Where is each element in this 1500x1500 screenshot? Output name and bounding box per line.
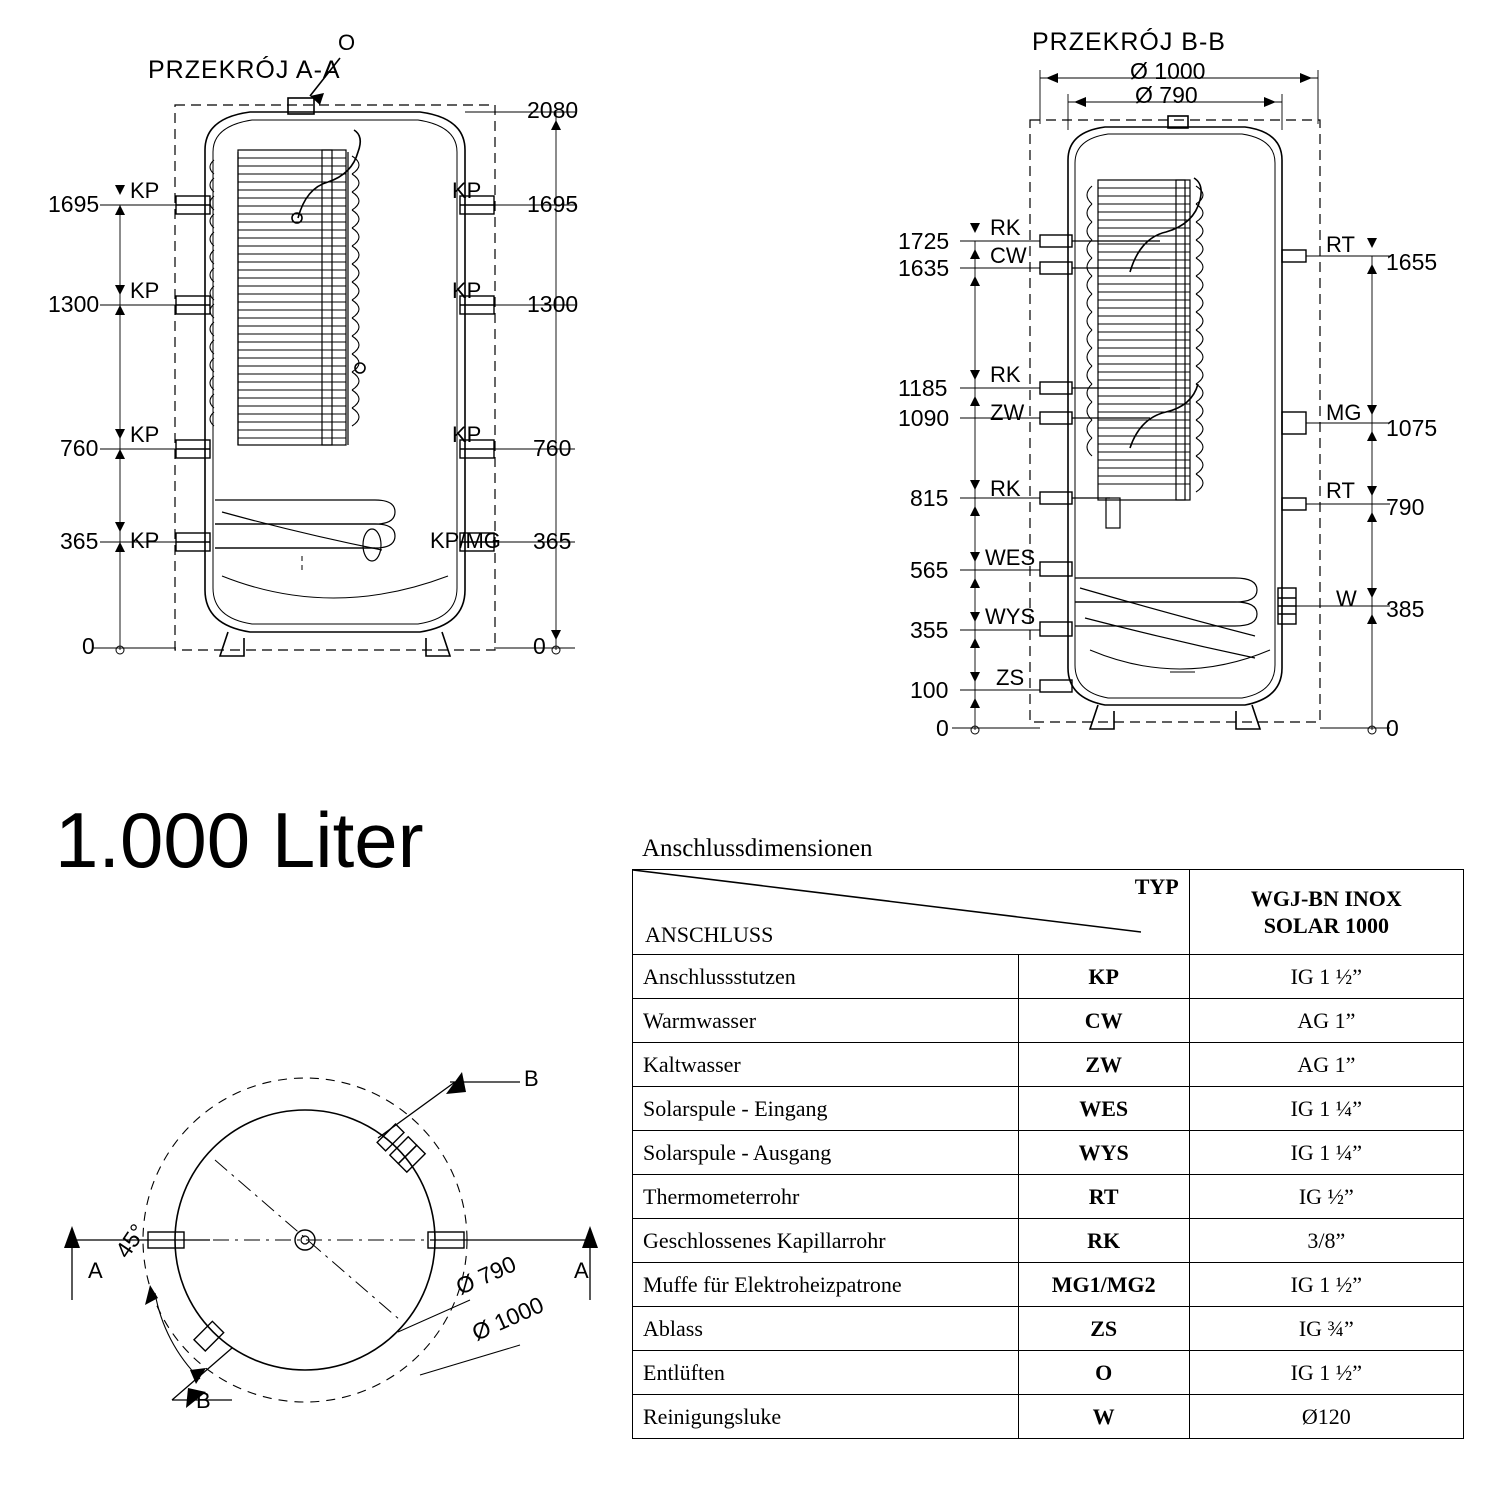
row-typ: RK <box>1018 1219 1189 1263</box>
section-a-dim-left-365: 365 <box>60 528 99 554</box>
table-caption: Anschlussdimensionen <box>642 835 873 862</box>
row-value: IG 1 ¼” <box>1189 1131 1463 1175</box>
top-view-mark-a-right: A <box>574 1258 589 1283</box>
section-a-tag-right-3: KP <box>452 422 482 447</box>
row-typ: ZW <box>1018 1043 1189 1087</box>
section-b-tag-rk-2: RK <box>990 362 1021 387</box>
section-b-tag-rt-2: RT <box>1326 478 1355 503</box>
section-a-tag-left-3: KP <box>130 422 160 447</box>
section-b-dim-1725: 1725 <box>898 228 950 254</box>
row-value: Ø120 <box>1189 1395 1463 1439</box>
row-value: IG ½” <box>1189 1175 1463 1219</box>
section-a-dim-left-1695: 1695 <box>48 191 100 217</box>
section-b-tag-rk-1: RK <box>990 215 1021 240</box>
row-typ: WYS <box>1018 1131 1189 1175</box>
row-name: Anschlussstutzen <box>633 955 1019 999</box>
section-a-dim-left-0: 0 <box>82 633 95 659</box>
row-name: Muffe für Elektroheizpatrone <box>633 1263 1019 1307</box>
table-row <box>633 1395 1464 1439</box>
row-value: 3/8” <box>1189 1219 1463 1263</box>
row-typ: MG1/MG2 <box>1018 1263 1189 1307</box>
row-typ: ZS <box>1018 1307 1189 1351</box>
row-value: IG 1 ½” <box>1189 1351 1463 1395</box>
section-a-dim-right-760: 760 <box>533 435 572 461</box>
section-b-tag-wes: WES <box>985 545 1036 570</box>
section-a-tag-left-1: KP <box>130 178 160 203</box>
table-row <box>633 1263 1464 1307</box>
capacity-label: 1.000 Liter <box>55 796 424 884</box>
top-view-dia-790: Ø 790 <box>452 1250 520 1300</box>
section-a-dim-2080: 2080 <box>527 97 579 123</box>
section-b-dim-790: 790 <box>1386 494 1425 520</box>
section-a-dim-left-1300: 1300 <box>48 291 100 317</box>
header-model-cell <box>1189 870 1463 955</box>
row-value: IG 1 ¼” <box>1189 1087 1463 1131</box>
section-b-tag-w: W <box>1336 586 1357 611</box>
section-b-dim-100: 100 <box>910 677 949 703</box>
header-anschluss-label: ANSCHLUSS <box>645 922 774 947</box>
table-row <box>633 1219 1464 1263</box>
row-name: Thermometerrohr <box>633 1175 1019 1219</box>
section-a-tag-left-4: KP <box>130 528 160 553</box>
row-value: IG 1 ½” <box>1189 955 1463 999</box>
section-a-title: PRZEKRÓJ A-A <box>148 56 341 84</box>
top-view-angle-label: 45° <box>110 1219 152 1263</box>
header-model-line2: SOLAR 1000 <box>1263 913 1389 938</box>
section-b-dim-1655: 1655 <box>1386 249 1438 275</box>
row-value: IG 1 ½” <box>1189 1263 1463 1307</box>
row-value: AG 1” <box>1189 999 1463 1043</box>
row-name: Entlüften <box>633 1351 1019 1395</box>
top-view-dia-1000: Ø 1000 <box>468 1291 548 1346</box>
header-model-line1: WGJ-BN INOX <box>1250 885 1402 911</box>
section-b-dim-1090: 1090 <box>898 405 950 431</box>
table-row <box>633 1175 1464 1219</box>
section-a-dim-left-760: 760 <box>60 435 99 461</box>
row-name: Solarspule - Ausgang <box>633 1131 1019 1175</box>
row-typ: CW <box>1018 999 1189 1043</box>
row-typ: WES <box>1018 1087 1189 1131</box>
section-b-tag-cw: CW <box>990 243 1027 268</box>
table-row <box>633 999 1464 1043</box>
section-b-dim-565: 565 <box>910 557 949 583</box>
section-b-dia-inner: Ø 790 <box>1135 82 1198 108</box>
section-a-dim-right-1300: 1300 <box>527 291 579 317</box>
row-value: IG ¾” <box>1189 1307 1463 1351</box>
section-a-tag-right-2: KP <box>452 278 482 303</box>
section-a-tag-right-4: KP/MG <box>430 528 501 553</box>
table-row <box>633 1131 1464 1175</box>
section-b-tag-mg: MG <box>1326 400 1362 425</box>
section-a-vent-tag: O <box>338 30 356 55</box>
section-b-dim-385: 385 <box>1386 596 1425 622</box>
header-typ-label: TYP <box>1134 874 1179 899</box>
row-value: AG 1” <box>1189 1043 1463 1087</box>
section-b-dim-0-left: 0 <box>936 715 949 741</box>
table-row <box>633 1351 1464 1395</box>
section-a-dim-right-0: 0 <box>533 633 546 659</box>
section-b-tag-zs: ZS <box>996 665 1025 690</box>
section-b-dim-1635: 1635 <box>898 255 950 281</box>
top-view-mark-b-bottom: B <box>196 1388 211 1413</box>
table-row <box>633 955 1464 999</box>
top-view-mark-a-left: A <box>88 1258 103 1283</box>
row-name: Solarspule - Eingang <box>633 1087 1019 1131</box>
section-a-dim-right-1695: 1695 <box>527 191 579 217</box>
table-row <box>633 1307 1464 1351</box>
section-b-dia-outer: Ø 1000 <box>1130 58 1206 84</box>
connection-dimensions-table <box>632 869 1464 1439</box>
section-b-dim-1185: 1185 <box>898 375 948 401</box>
section-a-tag-right-1: KP <box>452 178 482 203</box>
table-header-row <box>633 870 1464 955</box>
header-diagonal-cell <box>633 870 1190 955</box>
section-b-dim-0-right: 0 <box>1386 715 1399 741</box>
section-a-tag-left-2: KP <box>130 278 160 303</box>
row-name: Geschlossenes Kapillarrohr <box>633 1219 1019 1263</box>
section-b-title: PRZEKRÓJ B-B <box>1032 28 1226 56</box>
row-name: Reinigungsluke <box>633 1395 1019 1439</box>
section-b-tag-wys: WYS <box>985 604 1036 629</box>
section-b-dim-355: 355 <box>910 617 949 643</box>
top-view-mark-b-top: B <box>524 1066 539 1091</box>
row-typ: RT <box>1018 1175 1189 1219</box>
table-row <box>633 1043 1464 1087</box>
row-typ: O <box>1018 1351 1189 1395</box>
section-a-dim-right-365: 365 <box>533 528 572 554</box>
row-typ: W <box>1018 1395 1189 1439</box>
row-typ: KP <box>1018 955 1189 999</box>
table-row <box>633 1087 1464 1131</box>
row-name: Warmwasser <box>633 999 1019 1043</box>
section-b-tag-rk-3: RK <box>990 476 1021 501</box>
connection-dimensions-section <box>632 835 1464 1439</box>
row-name: Kaltwasser <box>633 1043 1019 1087</box>
row-name: Ablass <box>633 1307 1019 1351</box>
section-b-dim-1075: 1075 <box>1386 415 1438 441</box>
section-b-tag-zw: ZW <box>990 400 1025 425</box>
section-b-dim-815: 815 <box>910 485 949 511</box>
section-b-tag-rt-1: RT <box>1326 232 1355 257</box>
